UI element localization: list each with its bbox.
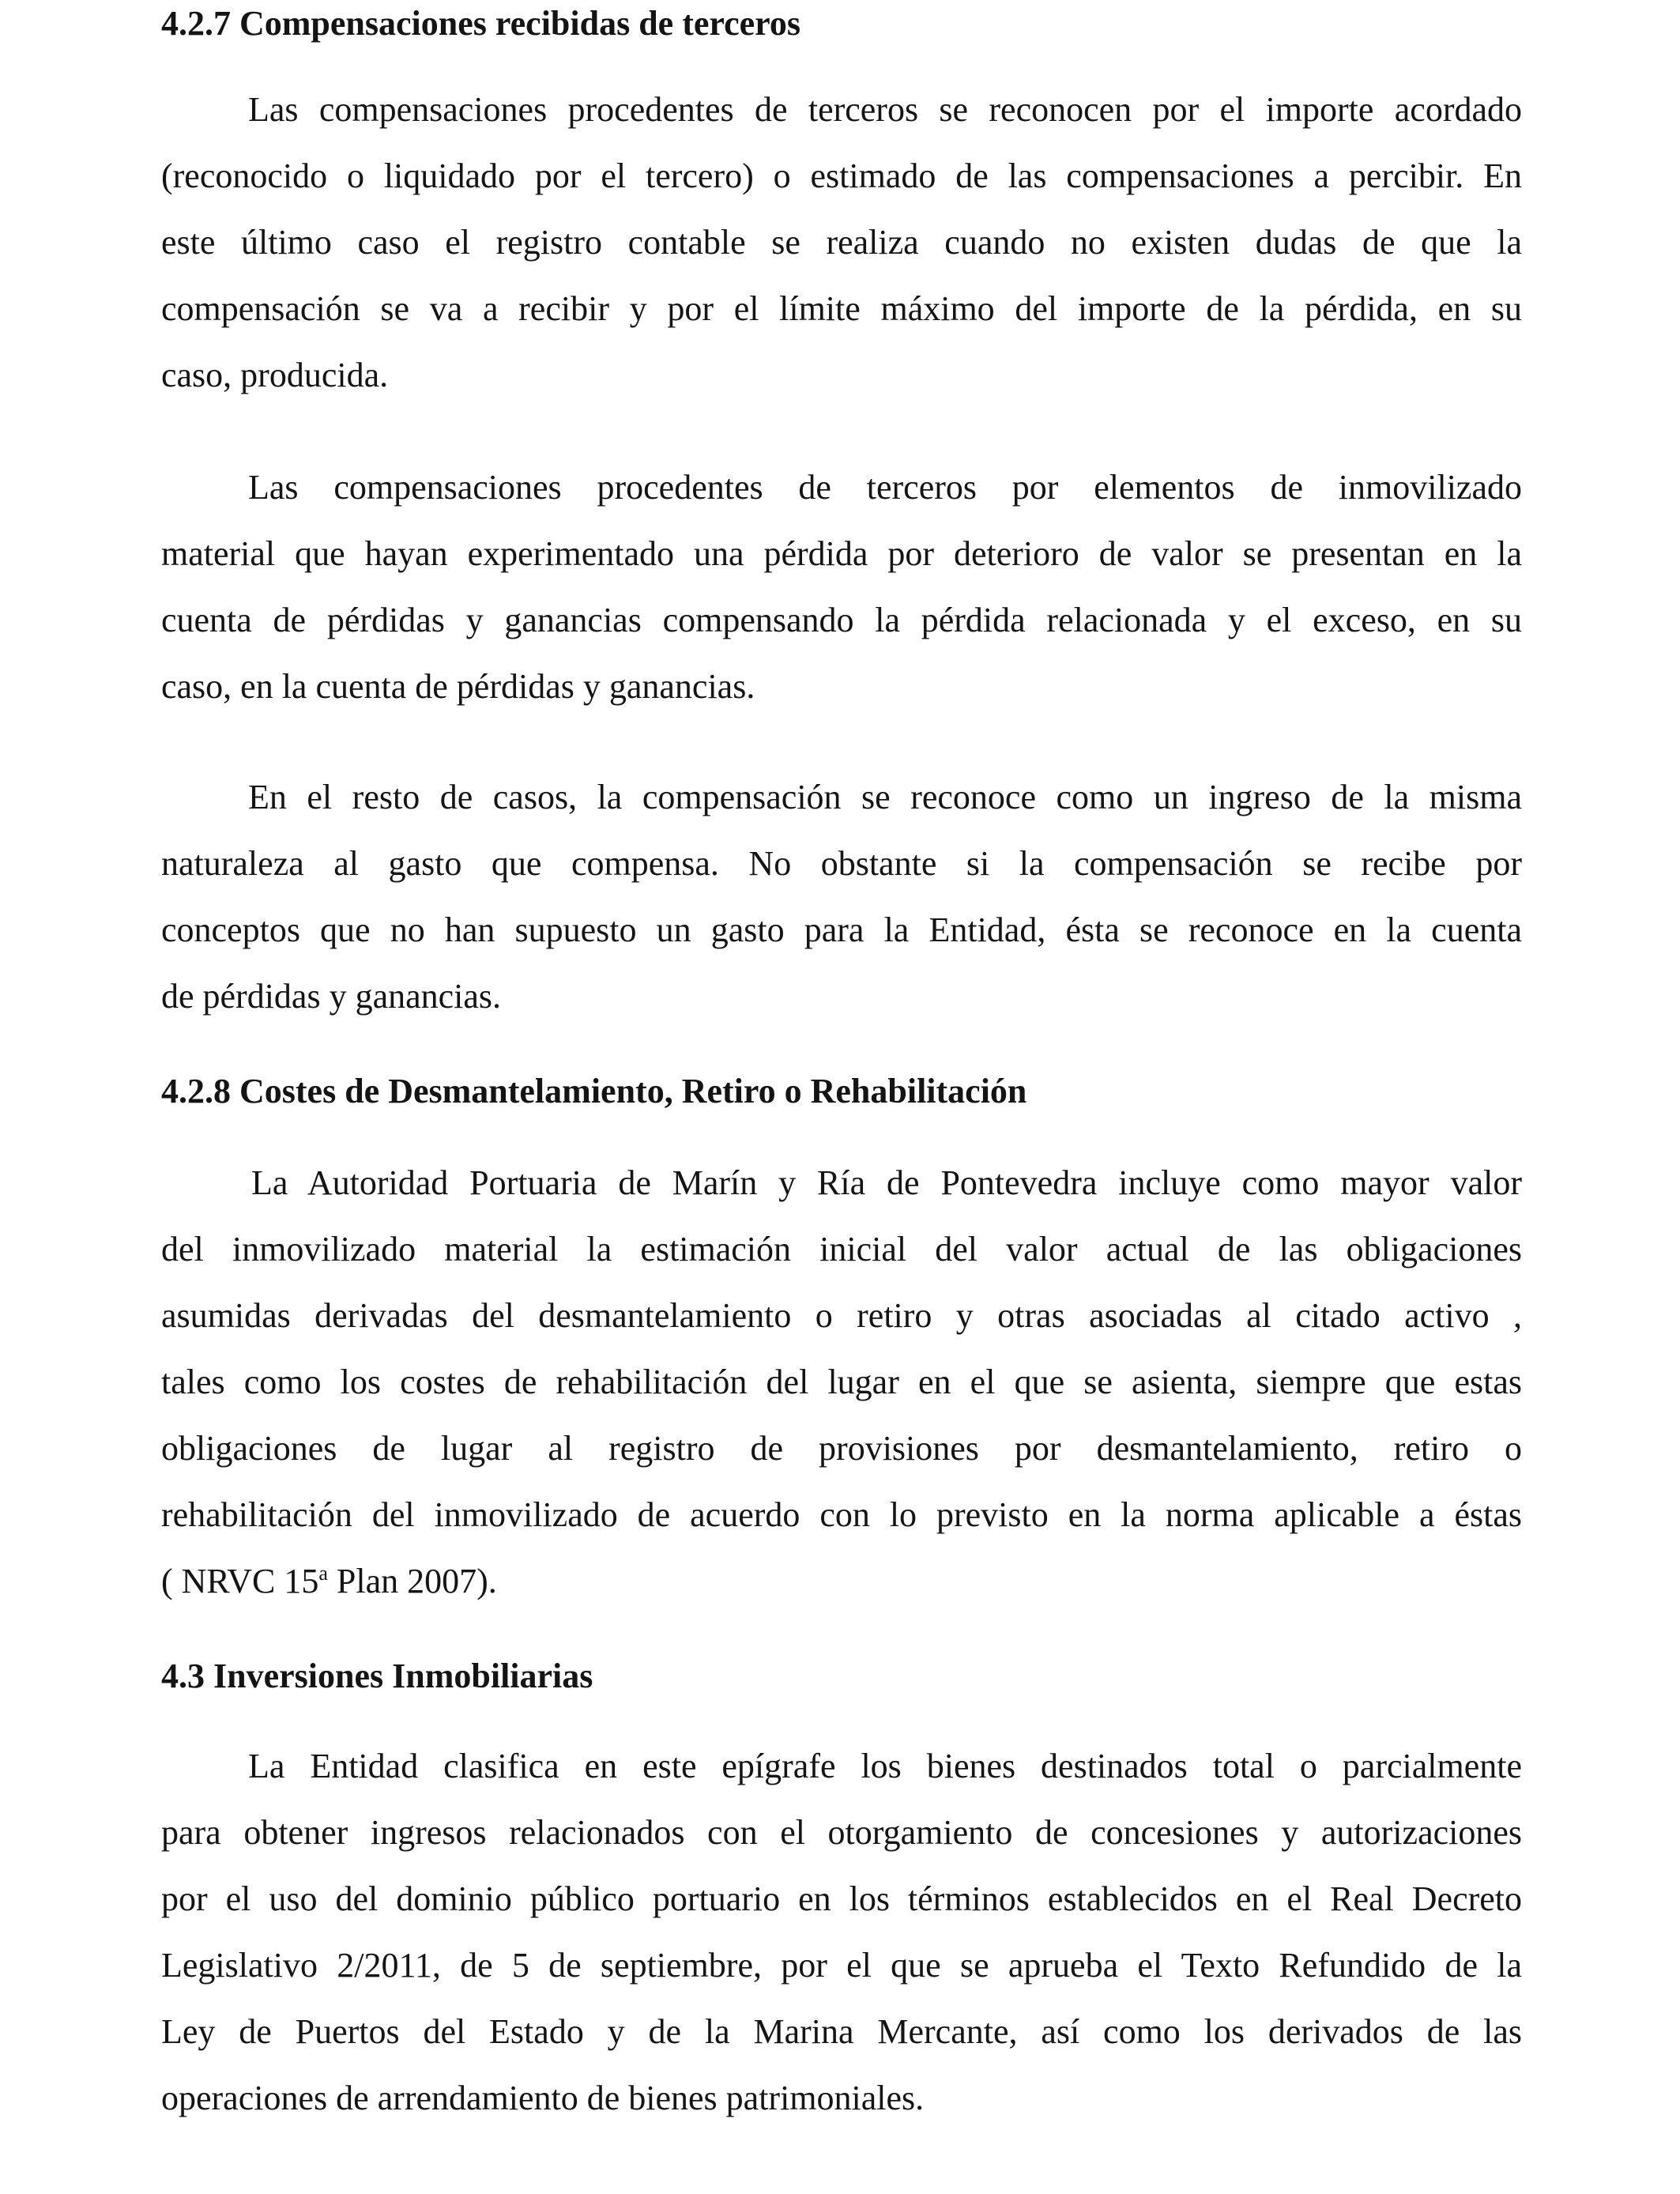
text-line: obligaciones de lugar al registro de provisiones por desmantelamiento, retiro o (161, 1429, 1522, 1468)
text-line: conceptos que no han supuesto un gasto para la Entidad, ésta se reconoce en la cuenta (161, 910, 1522, 949)
paragraph-compensaciones-1 (161, 77, 1522, 409)
text-line: La Entidad clasifica en este epígrafe los bienes destinados total o parcialmente (248, 1747, 1522, 1785)
section-heading-4-2-8: 4.2.8 Costes de Desmantelamiento, Retiro o Rehabilitación (161, 1072, 1027, 1110)
text-line: Las compensaciones procedentes de terceros se reconocen por el importe acordado (248, 90, 1522, 129)
text-line: (reconocido o liquidado por el tercero) o estimado de las compensaciones a percibir. En (161, 156, 1522, 195)
text-line: En el resto de casos, la compensación se reconoce como un ingreso de la misma (248, 778, 1522, 816)
text-line: naturaleza al gasto que compensa. No obstante si la compensación se recibe por (161, 844, 1522, 883)
text-line: para obtener ingresos relacionados con el otorgamiento de concesiones y autorizaciones (161, 1813, 1522, 1852)
text-fragment: ( NRVC 15 (161, 1562, 319, 1600)
text-line: Las compensaciones procedentes de terceros por elementos de inmovilizado (248, 468, 1522, 507)
paragraph-inversiones (161, 1733, 1522, 2132)
text-line: tales como los costes de rehabilitación del lugar en el que se asienta, siempre que estas (161, 1363, 1522, 1401)
text-line: material que hayan experimentado una pérdida por deterioro de valor se presentan en la (161, 534, 1522, 573)
text-line: Ley de Puertos del Estado y de la Marina Mercante, así como los derivados de las (161, 2012, 1522, 2051)
text-line: por el uso del dominio público portuario en los términos establecidos en el Real Decreto (161, 1879, 1522, 1918)
text-line: caso, en la cuenta de pérdidas y ganancias. (161, 667, 755, 706)
section-heading-4-3: 4.3 Inversiones Inmobiliarias (161, 1657, 593, 1695)
text-line: compensación se va a recibir y por el límite máximo del importe de la pérdida, en su (161, 289, 1522, 328)
section-heading-4-2-7: 4.2.7 Compensaciones recibidas de terceros (161, 4, 801, 43)
text-line: caso, producida. (161, 356, 389, 394)
paragraph-desmantelamiento (161, 1150, 1522, 1615)
text-line: del inmovilizado material la estimación inicial del valor actual de las obligaciones (161, 1230, 1522, 1269)
text-line: rehabilitación del inmovilizado de acuerdo con lo previsto en la norma aplicable a éstas (161, 1495, 1522, 1534)
text-line: cuenta de pérdidas y ganancias compensando la pérdida relacionada y el exceso, en su (161, 601, 1522, 639)
text-line: operaciones de arrendamiento de bienes patrimoniales. (161, 2079, 925, 2117)
paragraph-compensaciones-3 (161, 764, 1522, 1030)
text-line: Legislativo 2/2011, de 5 de septiembre, por el que se aprueba el Texto Refundido de la (161, 1946, 1522, 1985)
text-line: este último caso el registro contable se realiza cuando no existen dudas de que la (161, 223, 1522, 262)
text-line: asumidas derivadas del desmantelamiento o retiro y otras asociadas al citado activo , (161, 1296, 1522, 1335)
text-fragment: Plan 2007). (327, 1562, 497, 1600)
superscript-ordinal: a (318, 1562, 328, 1585)
text-line: de pérdidas y ganancias. (161, 977, 502, 1016)
text-line (161, 1548, 1522, 1615)
paragraph-compensaciones-2 (161, 454, 1522, 720)
text-line: La Autoridad Portuaria de Marín y Ría de Pontevedra incluye como mayor valor (251, 1163, 1522, 1202)
